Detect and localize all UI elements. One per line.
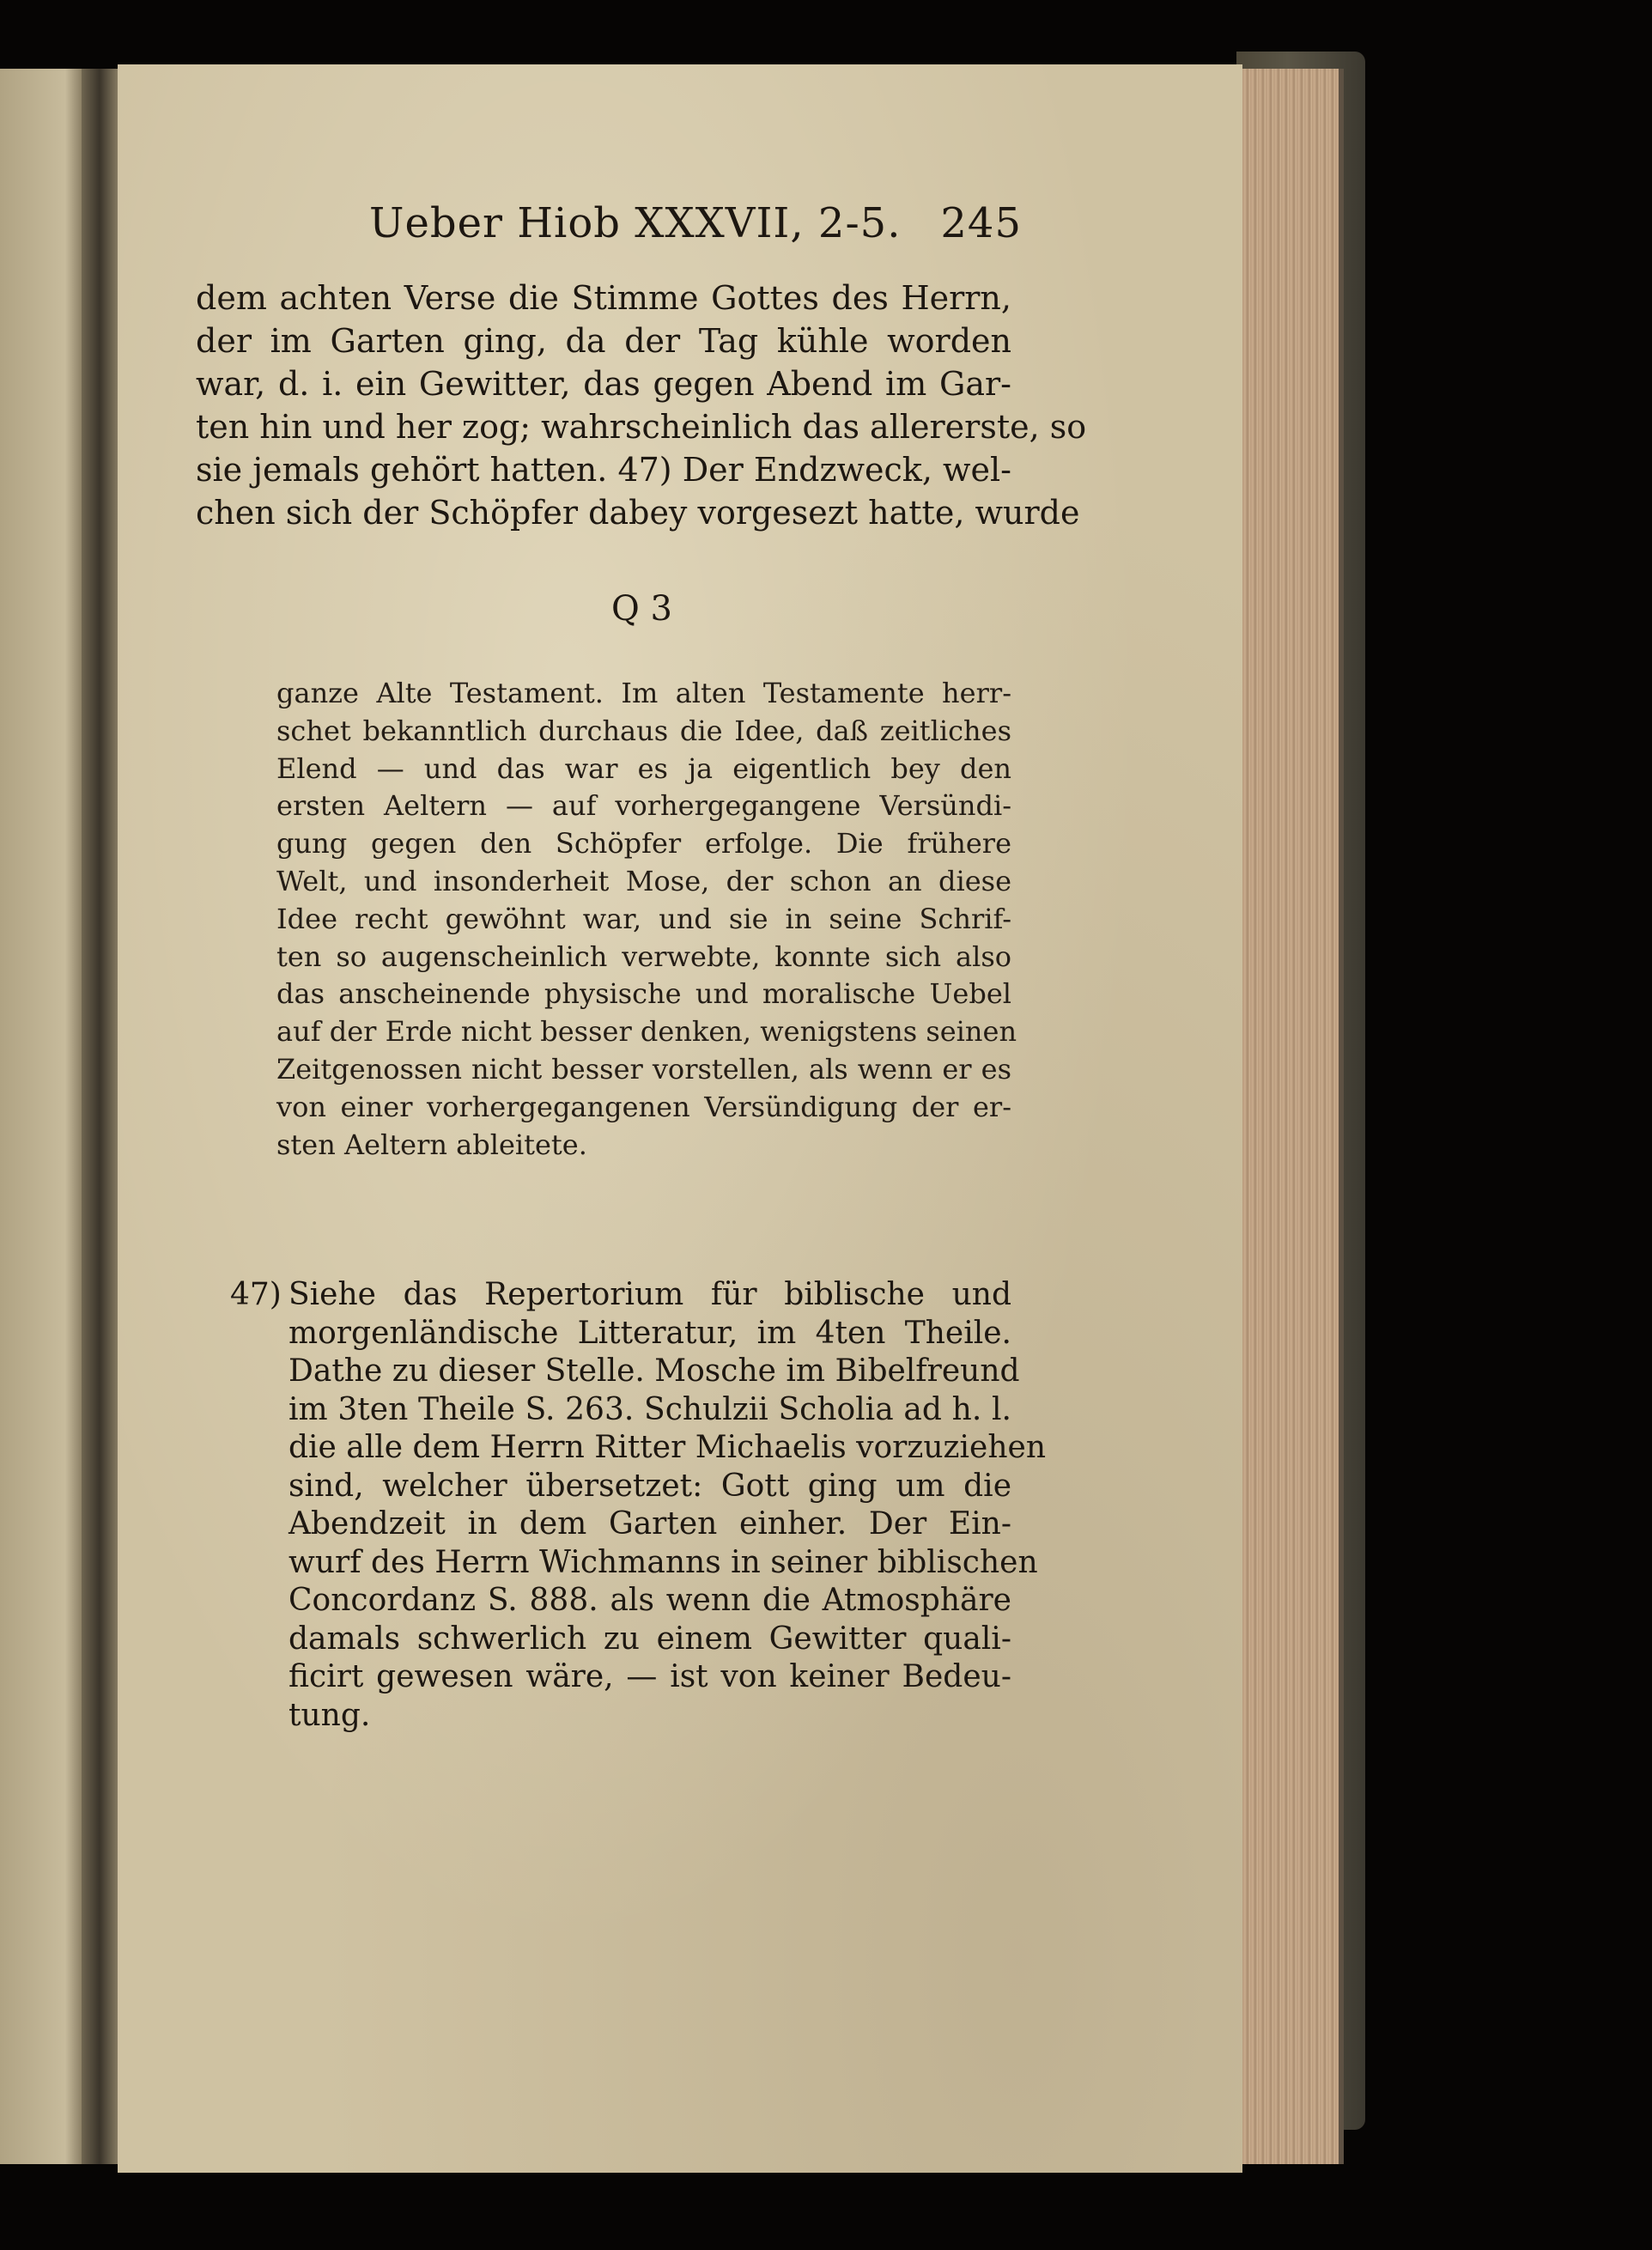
note-line: Elend — und das war es ja eigentlich bey den bbox=[276, 751, 1011, 785]
page-block-edge bbox=[1242, 69, 1344, 2164]
book-gutter bbox=[82, 69, 118, 2164]
body-line: chen sich der Schöpfer dabey vorgesezt hatte, wurde bbox=[196, 494, 1080, 532]
footnote-line: damals schwerlich zu einem Gewitter quali- bbox=[288, 1621, 1011, 1657]
note-line: auf der Erde nicht besser denken, wenigstens seinen bbox=[276, 1015, 1017, 1049]
note-line: sten Aeltern ableitete. bbox=[276, 1128, 587, 1161]
body-line: sie jemals gehört hatten. 47) Der Endzweck, wel- bbox=[196, 451, 1011, 489]
footnote-line-text: Siehe das Repertorium für biblische und bbox=[288, 1277, 1011, 1312]
body-line: war, d. i. ein Gewitter, das gegen Abend im Gar- bbox=[196, 365, 1011, 403]
note-line: ersten Aeltern — auf vorhergegangene Versündi- bbox=[276, 789, 1011, 823]
footnote-line: im 3ten Theile S. 263. Schulzii Scholia ad h. l. bbox=[288, 1391, 1011, 1427]
note-line: ganze Alte Testament. Im alten Testamente herr- bbox=[276, 677, 1011, 709]
note-line: gung gegen den Schöpfer erfolge. Die frühere bbox=[276, 827, 1011, 860]
footnote-line: wurf des Herrn Wichmanns in seiner biblischen bbox=[288, 1544, 1038, 1580]
footnote-marker: 47) bbox=[230, 1277, 282, 1312]
note-line: ten so augenscheinlich verwebte, konnte sich also bbox=[276, 940, 1011, 973]
footnote-line bbox=[230, 1276, 1011, 1315]
body-line: ten hin und her zog; wahrscheinlich das allererste, so bbox=[196, 408, 1087, 446]
note-line: Welt, und insonderheit Mose, der schon an diese bbox=[276, 864, 1011, 897]
note-line: Zeitgenossen nicht besser vorstellen, als wenn er es bbox=[276, 1052, 1011, 1085]
footnote-line: Dathe zu dieser Stelle. Mosche im Bibelfreund bbox=[288, 1353, 1020, 1389]
running-header bbox=[369, 199, 1022, 247]
footnote-line: ficirt gewesen wäre, — ist von keiner Bedeu- bbox=[288, 1659, 1011, 1694]
note-line: schet bekanntlich durchaus die Idee, daß zeitliches bbox=[276, 714, 1011, 747]
footnote-47 bbox=[230, 1276, 1046, 1735]
main-text bbox=[196, 277, 1087, 534]
running-title: Ueber Hiob XXXVII, 2-5. bbox=[369, 199, 902, 247]
footnote-line: Abendzeit in dem Garten einher. Der Ein- bbox=[288, 1506, 1011, 1542]
note-line: Idee recht gewöhnt war, und sie in seine Schrif- bbox=[276, 902, 1011, 935]
footnote-line: Concordanz S. 888. als wenn die Atmosphäre bbox=[288, 1583, 1011, 1618]
left-page-sliver bbox=[0, 69, 82, 2164]
note-line: das anscheinende physische und moralische Uebel bbox=[276, 977, 1011, 1011]
body-line: der im Garten ging, da der Tag kühle worden bbox=[196, 322, 1011, 360]
footnote-line: tung. bbox=[288, 1697, 371, 1733]
page-number: 245 bbox=[940, 199, 1022, 247]
signature-mark: Q 3 bbox=[611, 589, 672, 629]
note-line: von einer vorhergegangenen Versündigung der er- bbox=[276, 1090, 1011, 1123]
continued-note bbox=[276, 675, 1017, 1164]
footnote-line: sind, welcher übersetzet: Gott ging um die bbox=[288, 1468, 1011, 1504]
footnote-line: morgenländische Litteratur, im 4ten Theile. bbox=[288, 1315, 1011, 1351]
body-line: dem achten Verse die Stimme Gottes des Herrn, bbox=[196, 279, 1011, 317]
footnote-line: die alle dem Herrn Ritter Michaelis vorzuziehen bbox=[288, 1430, 1046, 1465]
